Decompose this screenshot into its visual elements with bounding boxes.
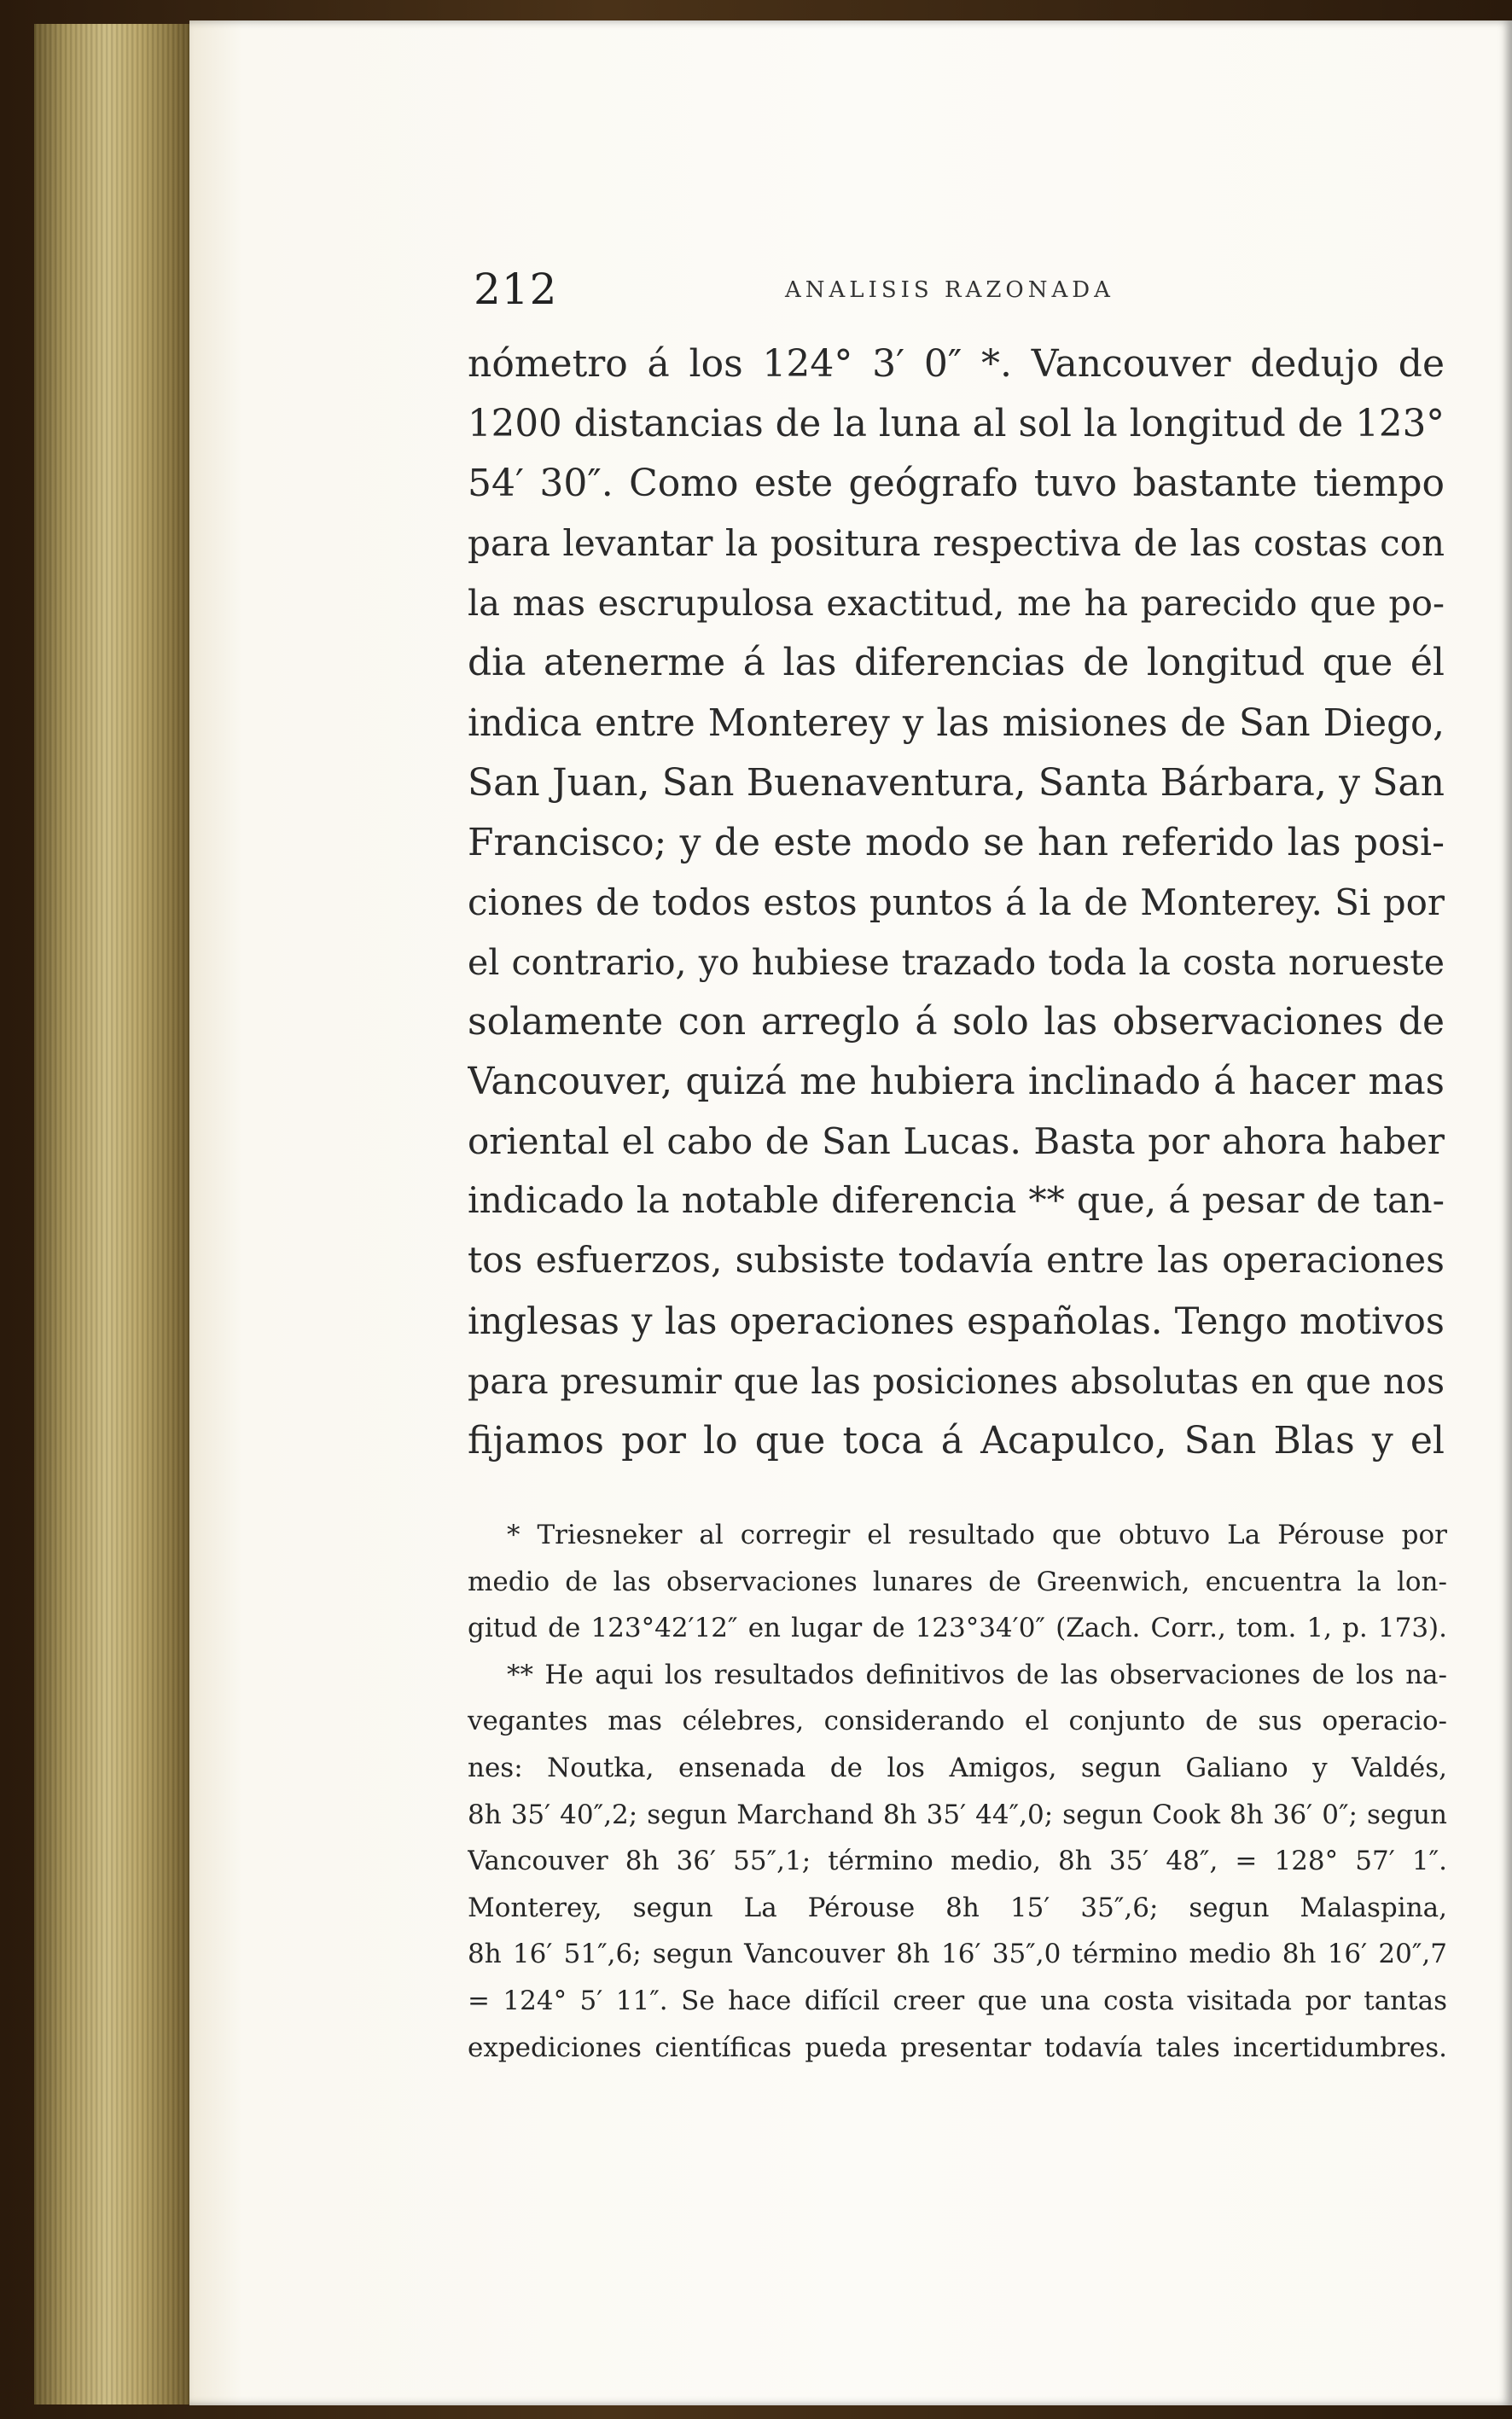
footnote-line: = 124° 5′ 11″. Se hace difícil creer que una costa visitada por tantas [468, 1985, 1447, 2016]
body-line: fijamos por lo que toca á Acapulco, San Blas y el [468, 1418, 1445, 1462]
footnote-line: medio de las observaciones lunares de Greenwich, encuentra la lon- [468, 1566, 1447, 1597]
footnote-line: * Triesneker al corregir el resultado que obtuvo La Pérouse por [507, 1520, 1447, 1550]
body-line: ciones de todos estos puntos á la de Monterey. Si por [468, 881, 1445, 923]
footnote-line: 8h 35′ 40″,2; segun Marchand 8h 35′ 44″,0; segun Cook 8h 36′ 0″; segun [468, 1799, 1447, 1830]
footnote-line: vegantes mas célebres, considerando el conjunto de sus operacio- [468, 1706, 1447, 1737]
footnote-line: Monterey, segun La Pérouse 8h 15′ 35″,6; segun Malaspina, [468, 1892, 1447, 1923]
body-line: oriental el cabo de San Lucas. Basta por ahora haber [468, 1120, 1445, 1163]
body-line: indicado la notable diferencia ** que, á pesar de tan- [468, 1180, 1445, 1223]
body-line: inglesas y las operaciones españolas. Tengo motivos [468, 1300, 1445, 1343]
footnote-line: expediciones científicas pueda presentar todavía tales incertidumbres. [468, 2032, 1447, 2063]
body-line: solamente con arreglo á solo las observaciones de [468, 1000, 1445, 1044]
body-line: 1200 distancias de la luna al sol la longitud de 123° [468, 403, 1445, 446]
body-line: para presumir que las posiciones absolutas en que nos [468, 1360, 1445, 1402]
body-line: nómetro á los 124° 3′ 0″ *. Vancouver dedujo de [468, 342, 1445, 386]
page-number: 212 [474, 265, 558, 314]
body-line: 54′ 30″. Como este geógrafo tuvo bastante tiempo [468, 462, 1445, 506]
body-line: San Juan, San Buenaventura, Santa Bárbara, y San [468, 760, 1445, 805]
body-line: indica entre Monterey y las misiones de San Diego, [468, 701, 1445, 745]
footnotes [468, 1512, 1447, 2071]
body-line: el contrario, yo hubiese trazado toda la costa norueste [468, 941, 1445, 983]
body-line: la mas escrupulosa exactitud, me ha parecido que po- [468, 582, 1445, 625]
footnote-line: Vancouver 8h 36′ 55″,1; término medio, 8h 35′ 48″, = 128° 57′ 1″. [468, 1846, 1447, 1877]
running-head: ANALISIS RAZONADA [785, 277, 1114, 303]
body-line: Francisco; y de este modo se han referido las posi- [468, 820, 1445, 864]
footnote-line: ** He aqui los resultados definitivos de las observaciones de los na- [507, 1659, 1447, 1690]
gilt-page-edges [34, 24, 198, 2404]
footnote-line: nes: Noutka, ensenada de los Amigos, segun Galiano y Valdés, [468, 1752, 1447, 1783]
footnote-line: gitud de 123°42′12″ en lugar de 123°34′0″ (Zach. Corr., tom. 1, p. 173). [468, 1613, 1447, 1644]
body-text [468, 334, 1445, 1471]
body-line: Vancouver, quizá me hubiera inclinado á hacer mas [468, 1061, 1445, 1104]
body-line: dia atenerme á las diferencias de longitud que él [468, 641, 1445, 685]
body-line: para levantar la positura respectiva de las costas con [468, 522, 1445, 565]
body-line: tos esfuerzos, subsiste todavía entre las operaciones [468, 1240, 1445, 1282]
footnote-line: 8h 16′ 51″,6; segun Vancouver 8h 16′ 35″,0 término medio 8h 16′ 20″,7 [468, 1939, 1447, 1970]
